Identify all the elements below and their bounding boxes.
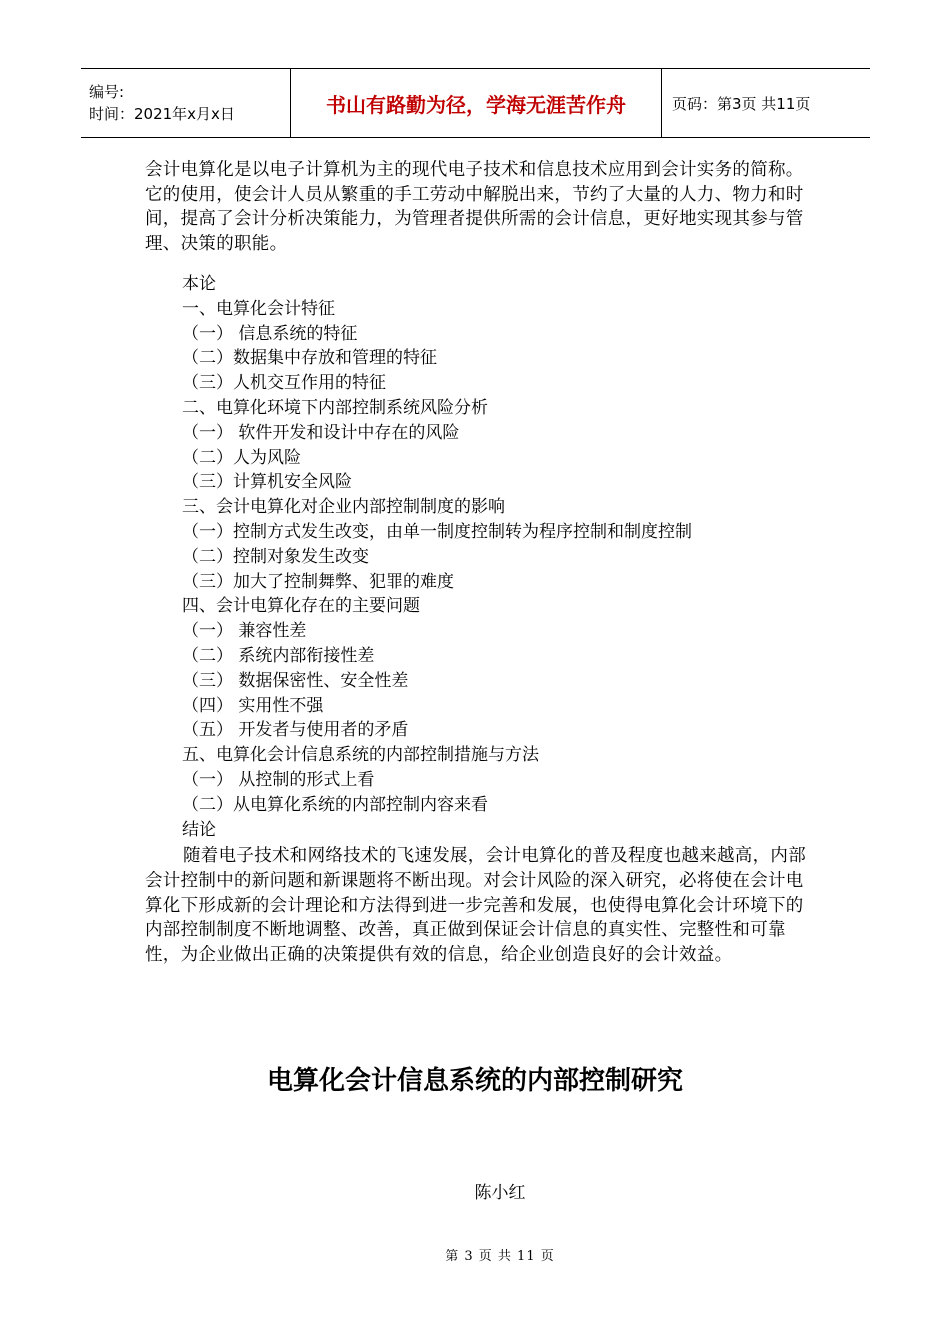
outline-item: 结论: [182, 819, 216, 840]
outline-item: （一） 软件开发和设计中存在的风险: [182, 422, 460, 443]
document-number-label: 编号:: [89, 83, 125, 101]
outline-item: （三）人机交互作用的特征: [182, 373, 386, 394]
outline-item: （二）从电算化系统的内部控制内容来看: [182, 794, 488, 815]
outline-item: 五、电算化会计信息系统的内部控制措施与方法: [182, 745, 539, 766]
intro-text: 会计电算化是以电子计算机为主的现代电子技术和信息技术应用到会计实务的简称。它的使用，使会计人员从繁重的手工劳动中解脱出来，节约了大量的人力、物力和时间，提高了会计分析决策能力，为管理者提供所需的会计信息，更好地实现其参与管理、决策的职能。: [145, 160, 804, 254]
outline-item: 本论: [182, 274, 216, 294]
outline-item: （二） 系统内部衔接性差: [182, 645, 375, 666]
outline-item: （二）控制对象发生改变: [182, 546, 369, 567]
outline-item: 四、会计电算化存在的主要问题: [182, 596, 420, 617]
header-motto: 书山有路勤为径，学海无涯苦作舟: [291, 69, 662, 137]
outline-item: （三）计算机安全风险: [182, 472, 352, 493]
conclusion-text: 随着电子技术和网络技术的飞速发展，会计电算化的普及程度也越来越高，内部会计控制中的新问题和新课题将不断出现。对会计风险的深入研究，必将使在会计电算化下形成新的会计理论和方法得到进一步完善和发展，也使得电算化会计环境下的内部控制制度不断地调整、改善，真正做到保证会计信息的真实性、完整性和可靠性，为企业做出正确的决策提供有效的信息，给企业创造良好的会计效益。: [145, 846, 806, 966]
outline-item: （四） 实用性不强: [182, 695, 324, 716]
outline-item: （二）人为风险: [182, 447, 301, 468]
outline-item: （三） 数据保密性、安全性差: [182, 670, 409, 691]
outline-item: （一） 兼容性差: [182, 621, 307, 642]
outline-item: （一）控制方式发生改变，由单一制度控制转为程序控制和制度控制: [182, 521, 692, 542]
paper-title: 电算化会计信息系统的内部控制研究: [266, 1066, 683, 1096]
outline-item: （一） 从控制的形式上看: [182, 769, 375, 790]
page-footer: 第 3 页 共 11 页: [445, 1249, 555, 1264]
outline-item: （五） 开发者与使用者的矛盾: [182, 720, 409, 741]
page-header: [81, 68, 870, 138]
outline-item: 一、电算化会计特征: [182, 298, 335, 319]
outline-item: 二、电算化环境下内部控制系统风险分析: [182, 397, 488, 418]
author-name: 陈小红: [474, 1183, 526, 1203]
document-time-label: 时间：2021年x月x日: [89, 105, 235, 123]
conclusion-paragraph: [145, 844, 815, 968]
outline-item: （三）加大了控制舞弊、犯罪的难度: [182, 571, 454, 592]
header-meta: [81, 69, 291, 137]
outline-item: （二）数据集中存放和管理的特征: [182, 348, 437, 369]
outline-list: [182, 272, 822, 842]
outline-item: 三、会计电算化对企业内部控制制度的影响: [182, 497, 505, 518]
header-page-info: 页码：第3页 共11页: [672, 94, 811, 113]
intro-paragraph: [145, 158, 815, 256]
outline-item: （一） 信息系统的特征: [182, 323, 358, 344]
